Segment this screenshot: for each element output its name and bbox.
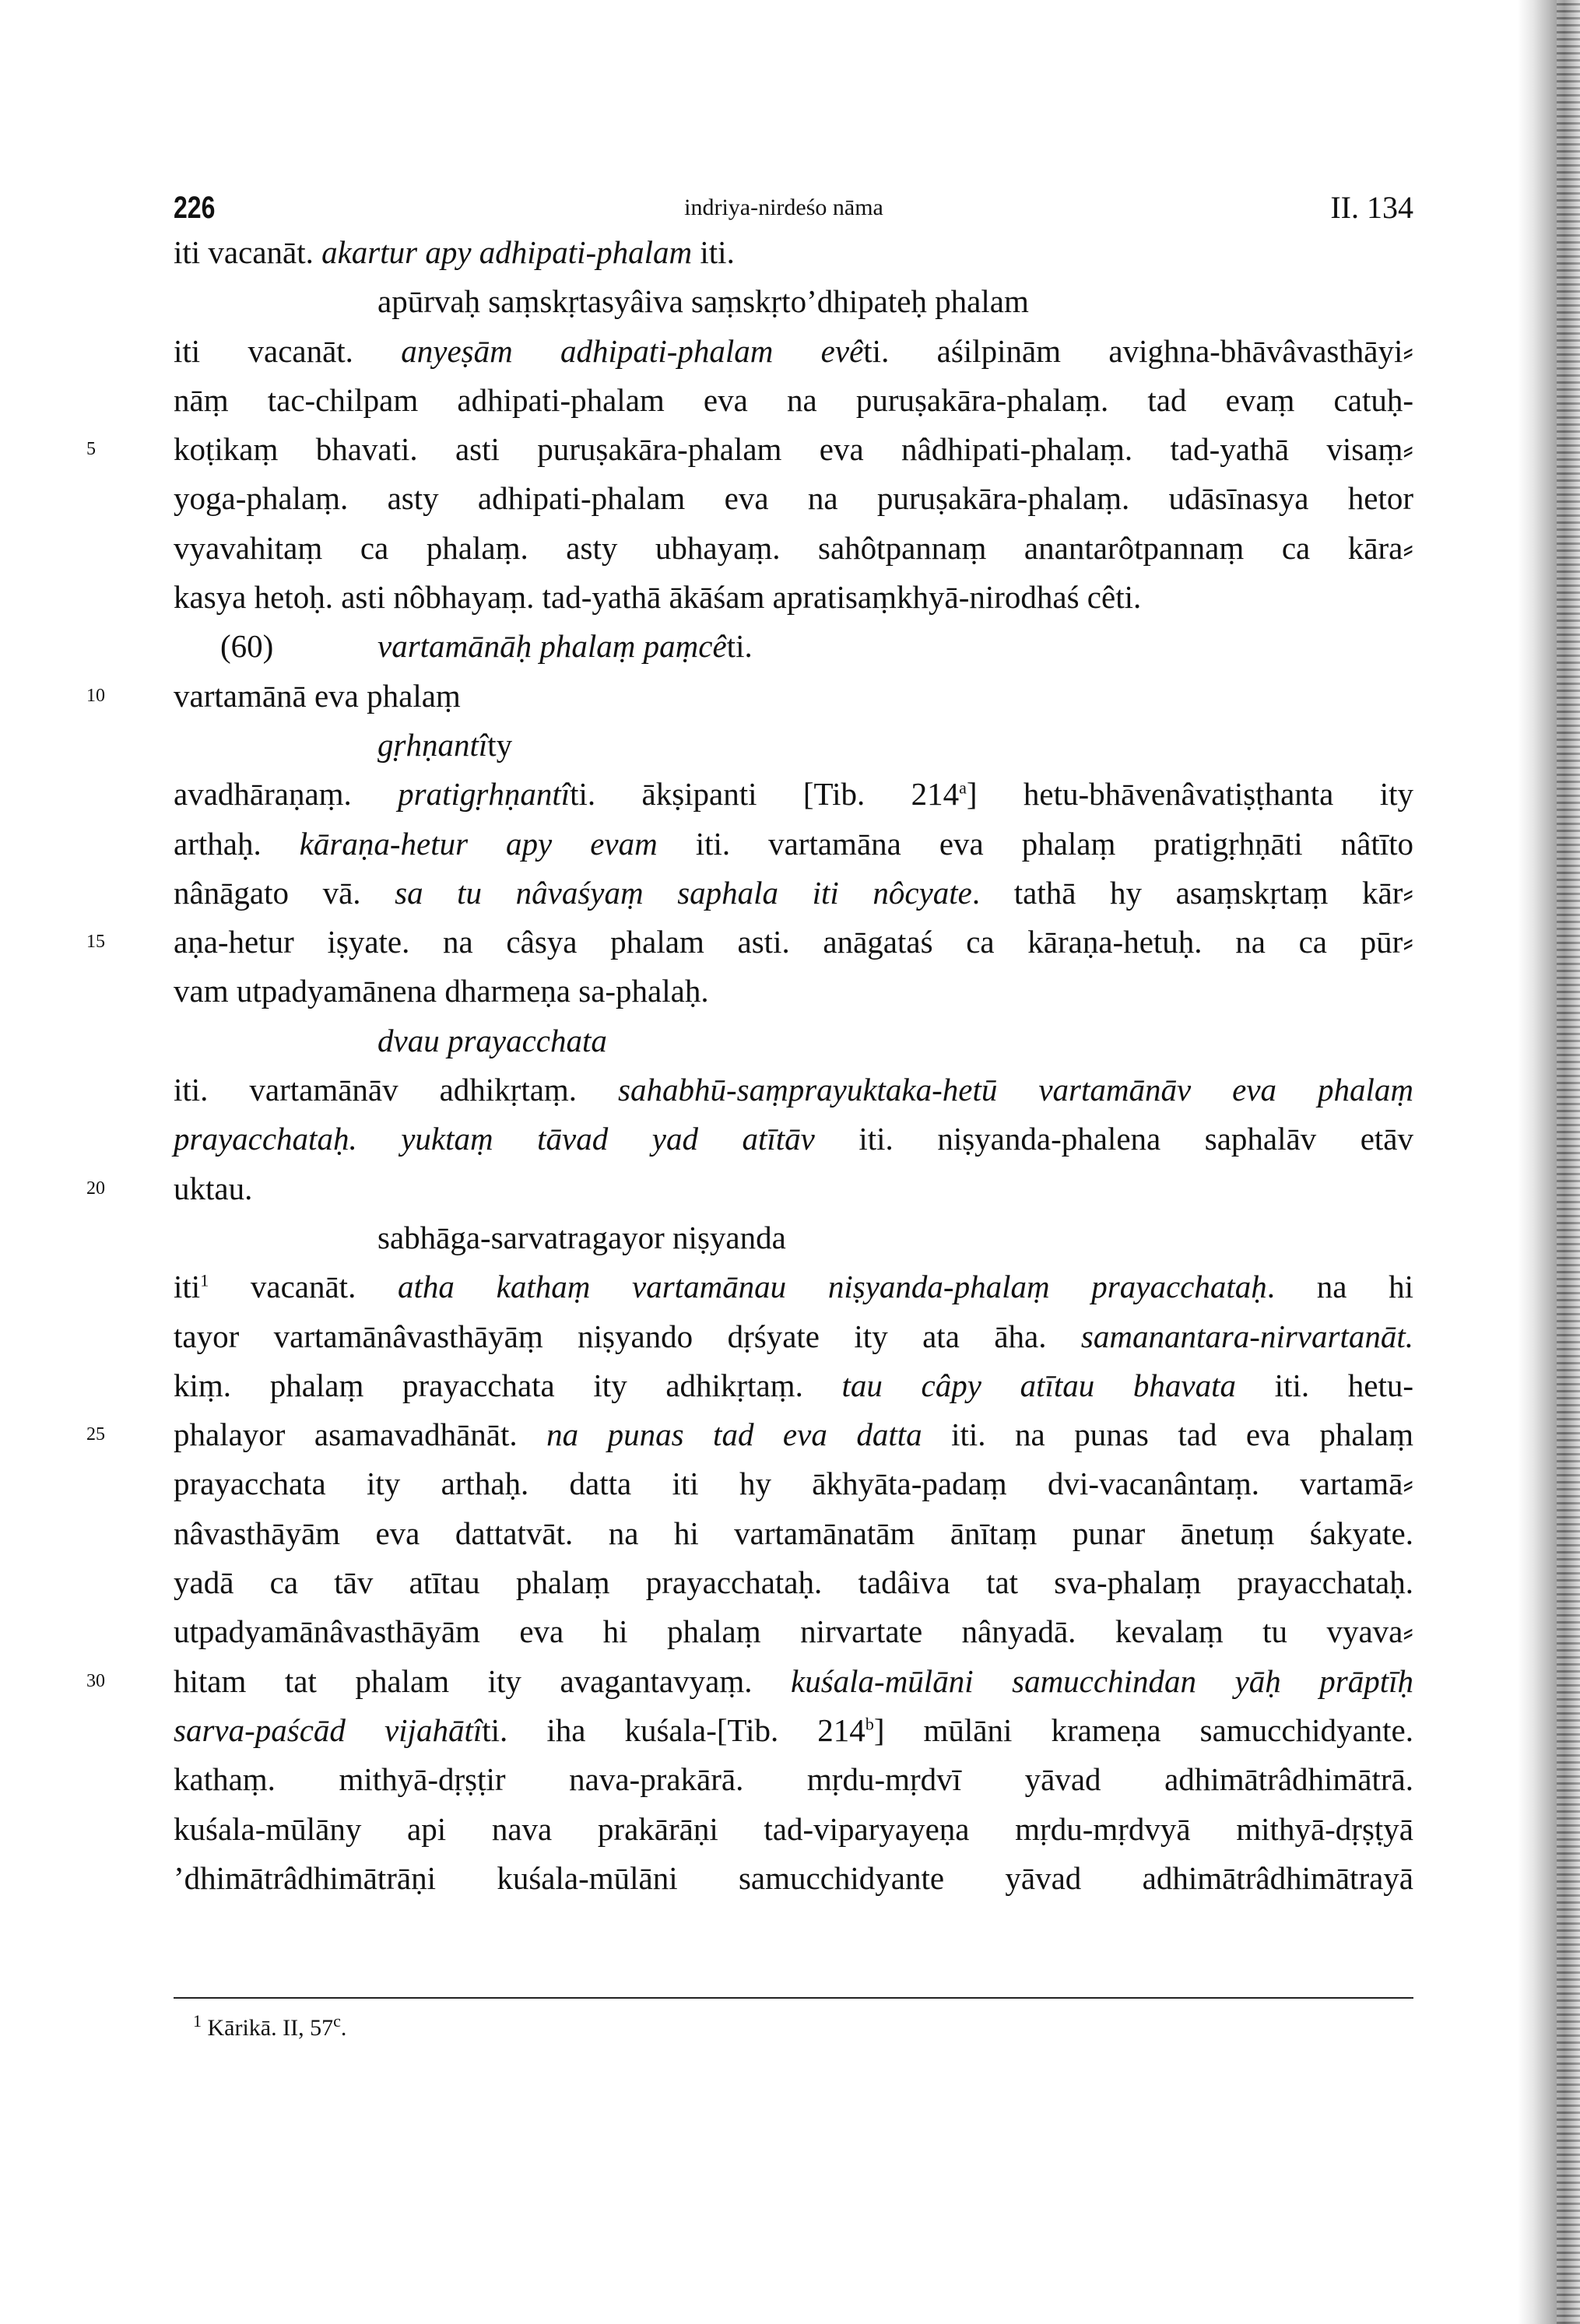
text-segment: vam utpadyamānena dharmeṇa sa-phalaḥ. [174,973,709,1009]
text-segment: ’dhimātrâdhimātrāṇi kuśala-mūlāni samucchidyante yāvad adhimātrâdhimātrayā [174,1859,1413,1896]
line-number: 5 [86,439,96,460]
text-line [174,228,1413,277]
line-number: 30 [86,1670,105,1691]
text-segment: kathaṃ. mithyā-dṛṣṭir nava-prakārā. mṛdu-mṛdvī yāvad adhimātrâdhimātrā. [174,1761,1413,1798]
text-segment: phalayor asamavadhānāt. [174,1417,547,1453]
text-segment: iti. hetu- [1236,1367,1413,1403]
italic-quote: dvau prayacchata [377,1022,607,1058]
italic-quote: vartamānāḥ phalaṃ paṃcê [377,628,727,665]
italic-quote: sarva-paścād vijahātî [174,1711,483,1748]
footnote-marker: 1 [193,2011,202,2031]
italic-quote: akartur apy adhipati-phalam [321,234,693,270]
text-segment: kiṃ. phalaṃ prayacchata ity adhikṛtaṃ. [174,1367,842,1403]
footnote-end: . [340,2015,347,2041]
text-segment: arthaḥ. [174,825,300,862]
running-title: indriya-nirdeśo nāma [684,195,883,220]
footnote-sup: c [333,2011,341,2031]
text-line [174,721,1413,770]
text-segment: iti. niṣyanda-phalena saphalāv etāv [814,1121,1413,1157]
text-line [174,277,1413,326]
text-line [86,1164,1413,1213]
text-line [174,820,1413,869]
text-segment: iti. [692,234,735,270]
page-number: 226 [174,191,216,225]
text-segment: nāṃ tac-chilpam adhipati-phalam eva na puruṣakāra-phalaṃ. tad evaṃ catuḥ- [174,381,1413,418]
italic-quote: kāraṇa-hetur apy evam [299,825,658,862]
text-segment: . tathā hy asaṃskṛtaṃ kār⸗ [971,874,1414,911]
text-line [86,918,1413,967]
footnote-rule [174,1997,1413,1999]
text-line [174,1755,1413,1804]
text-segment: vacanāt. [209,1269,399,1305]
scan-edge-texture [1557,0,1580,2324]
text-line [86,1657,1413,1706]
text-segment: uktau. [174,1170,253,1206]
text-line [174,1805,1413,1854]
text-segment: iti [174,1269,201,1305]
line-number: 15 [86,932,105,953]
text-segment: ] hetu-bhāvenâvatiṣṭhanta ity [966,776,1413,813]
text-segment: hitam tat phalam ity avagantavyaṃ. [174,1662,791,1699]
italic-quote: samanantara-nirvartanāt. [1080,1318,1413,1354]
footnote-text: Kārikā. II, 57 [202,2015,334,2041]
line-number: 20 [86,1178,105,1199]
text-segment: yadā ca tāv atītau phalaṃ prayacchataḥ. tadâiva tat sva-phalaṃ prayacchataḥ. [174,1564,1413,1601]
text-line [174,1016,1413,1065]
italic-quote: sa tu nâvaśyaṃ saphala iti nôcyate [395,874,972,911]
superscript: 1 [200,1270,209,1290]
text-line [174,1558,1413,1607]
text-line [174,573,1413,622]
text-line [174,622,1413,671]
text-line [174,869,1413,918]
superscript: a [959,778,967,798]
text-segment: vyavahitaṃ ca phalaṃ. asty ubhayaṃ. sahôtpannaṃ anantarôtpannaṃ ca kāra⸗ [174,529,1413,566]
text-segment: ti. iha kuśala-[Tib. 214 [482,1711,865,1748]
text-line [174,770,1413,819]
text-segment: avadhāraṇaṃ. [174,776,399,813]
text-line [174,376,1413,425]
text-line [174,524,1413,573]
text-line [174,1065,1413,1115]
text-segment: kuśala-mūlāny api nava prakārāṇi tad-viparyayeṇa mṛdu-mṛdvyā mithyā-dṛṣṭyā [174,1810,1413,1847]
text-segment: iti vacanāt. [174,332,402,369]
italic-quote: na punas tad eva datta [546,1417,922,1453]
text-line [174,1361,1413,1410]
text-line [174,967,1413,1016]
text-line [86,672,1413,721]
body-text [86,228,1414,1903]
text-segment: iti. vartamāna eva phalaṃ pratigṛhṇāti nâtīto [657,825,1413,862]
text-line [174,1262,1413,1311]
text-line [174,474,1413,523]
text-segment: ty [487,726,513,763]
text-segment: ti. aśilpinām avighna-bhāvâvasthāyi⸗ [863,332,1413,369]
text-line [174,1854,1413,1903]
text-segment: prayacchata ity arthaḥ. datta iti hy ākhyāta-padaṃ dvi-vacanântaṃ. vartamā⸗ [174,1466,1413,1502]
text-segment: . na hi [1266,1269,1413,1305]
text-segment: kasya hetoḥ. asti nôbhayaṃ. tad-yathā ākāśam apratisaṃkhyā-nirodhaś cêti. [174,579,1142,616]
verse-number: (60) [220,628,274,665]
italic-quote: prayacchataḥ. yuktaṃ tāvad yad atītāv [174,1121,815,1157]
italic-quote: anyeṣām adhipati-phalam evê [401,332,864,369]
italic-quote: atha kathaṃ vartamānau niṣyanda-phalaṃ prayacchataḥ [398,1269,1267,1305]
italic-quote: sahabhū-saṃprayuktaka-hetū vartamānāv eva phalaṃ [618,1072,1414,1108]
text-line [174,1115,1413,1164]
text-segment: aṇa-hetur iṣyate. na câsya phalam asti. anāgataś ca kāraṇa-hetuḥ. na ca pūr⸗ [174,924,1413,960]
line-number: 25 [86,1424,105,1445]
italic-quote: gṛhṇantî [377,726,488,763]
italic-quote: pratigṛhṇantî [398,776,571,813]
text-line [86,1410,1413,1459]
line-number: 10 [86,685,105,706]
text-line [86,425,1413,474]
text-segment: iti. vartamānāv adhikṛtaṃ. [174,1072,619,1108]
text-line [174,1509,1413,1558]
text-segment: ti. [726,628,753,665]
italic-quote: tau câpy atītau bhavata [841,1367,1237,1403]
text-segment: koṭikaṃ bhavati. asti puruṣakāra-phalam eva nâdhipati-phalaṃ. tad-yathā visaṃ⸗ [174,431,1413,468]
superscript: b [865,1714,874,1734]
italic-quote: kuśala-mūlāni samucchindan yāḥ prāptīḥ [791,1662,1413,1699]
text-segment: ] mūlāni krameṇa samucchidyante. [873,1711,1413,1748]
text-segment: nânāgato vā. [174,874,395,911]
text-line [174,1312,1413,1361]
text-line [174,327,1413,376]
text-segment: vartamānā eva phalaṃ [174,677,461,714]
text-line [174,1213,1413,1262]
footnote [193,2011,346,2045]
text-line [174,1706,1413,1755]
text-segment: iti vacanāt. [174,234,322,270]
text-segment: utpadyamānâvasthāyām eva hi phalaṃ nirvartate nânyadā. kevalaṃ tu vyava⸗ [174,1613,1413,1650]
text-segment: apūrvaḥ saṃskṛtasyâiva saṃskṛto’dhipateḥ phalam [377,283,1029,320]
section-reference: II. 134 [1330,190,1413,225]
text-segment: nâvasthāyām eva dattatvāt. na hi vartamānatām ānītaṃ punar ānetuṃ śakyate. [174,1515,1413,1551]
text-line [174,1459,1413,1508]
text-segment: yoga-phalaṃ. asty adhipati-phalam eva na puruṣakāra-phalaṃ. udāsīnasya hetor [174,480,1413,517]
text-segment: tayor vartamānâvasthāyāṃ niṣyando dṛśyate ity ata āha. [174,1318,1081,1354]
text-segment: ti. ākṣipanti [Tib. 214 [570,776,960,813]
text-line [174,1607,1413,1656]
text-segment: sabhāga-sarvatragayor niṣyanda [377,1219,786,1255]
text-segment: iti. na punas tad eva phalaṃ [922,1417,1413,1453]
